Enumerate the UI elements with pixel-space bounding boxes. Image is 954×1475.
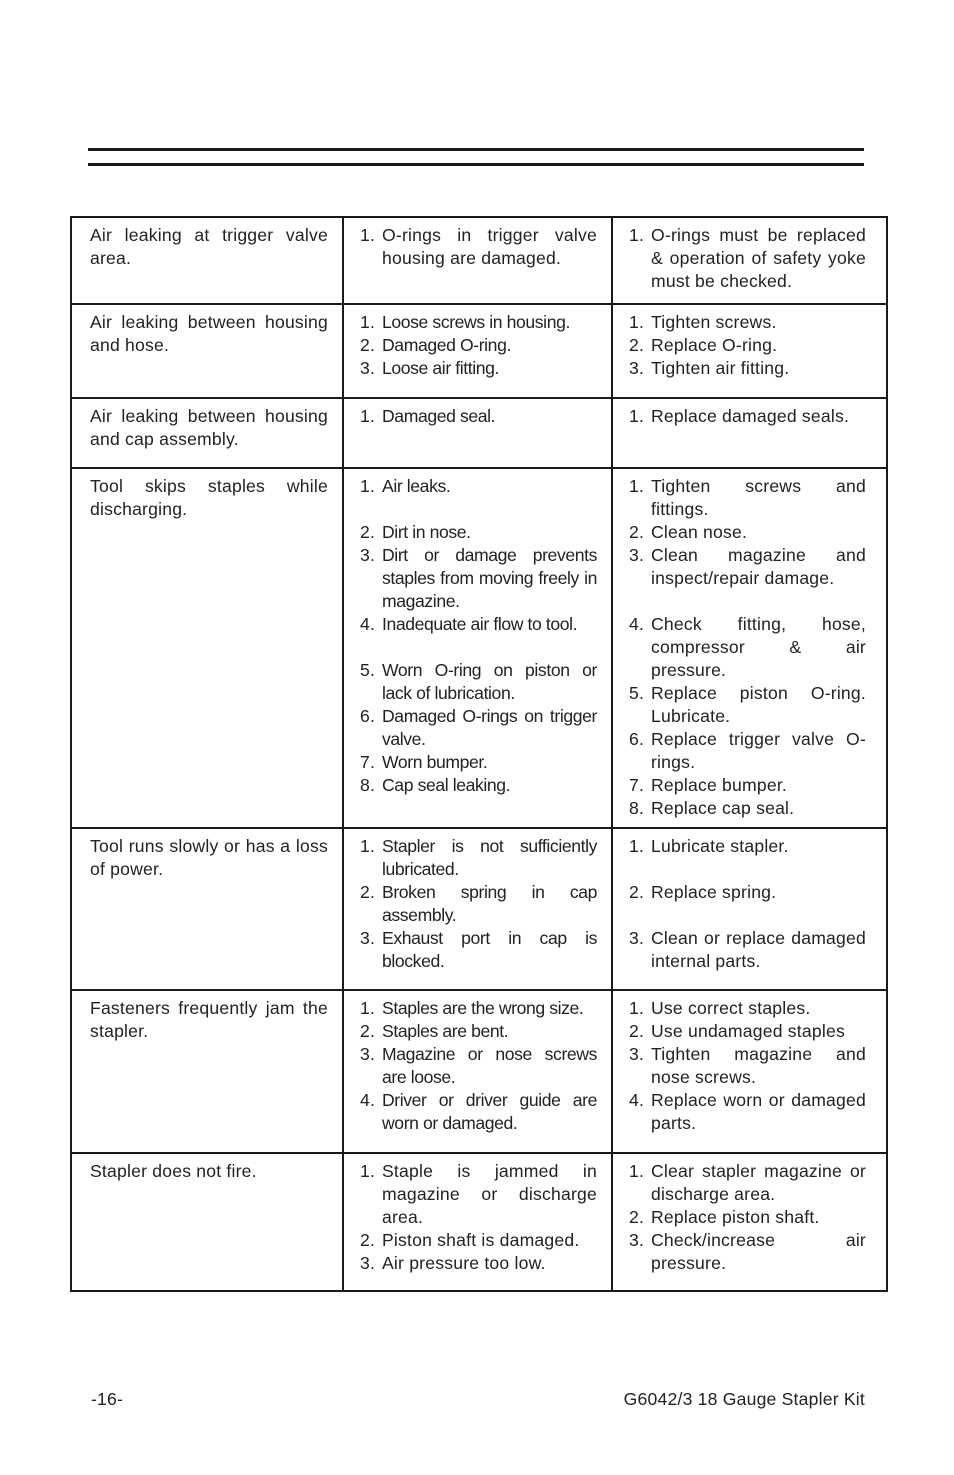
item-number: 3. (629, 545, 645, 565)
problem-cell: Air leaking at trigger valve area. (71, 217, 343, 304)
fix-item (629, 224, 866, 293)
fix-text: Replace damaged seals. (651, 406, 850, 426)
cause-text: Dirt or damage prevents staples from moving freely in magazine. (382, 545, 597, 611)
cause-item (360, 1252, 597, 1275)
cause-item (360, 774, 597, 797)
cause-text: Magazine or nose screws are loose. (382, 1044, 597, 1087)
cause-cell (343, 217, 612, 304)
fix-text: Replace O-ring. (651, 335, 778, 355)
item-number: 3. (360, 545, 376, 565)
cause-item (360, 705, 597, 751)
fix-cell (612, 304, 887, 398)
fix-item (629, 997, 866, 1020)
fix-cell (612, 468, 887, 828)
cause-text: O-rings in trigger valve housing are damaged. (382, 225, 597, 268)
fix-item (629, 1160, 866, 1206)
item-number: 6. (629, 729, 645, 749)
cause-item (360, 613, 597, 636)
fix-item (629, 405, 866, 428)
cause-item (360, 1160, 597, 1229)
fix-text: Check fitting, hose, compressor & air pressure. (651, 614, 866, 680)
fix-item (629, 521, 866, 544)
table-row (71, 398, 887, 468)
cause-text: Exhaust port in cap is blocked. (382, 928, 597, 971)
item-number: 8. (629, 798, 645, 818)
fix-text: Use undamaged staples (651, 1021, 845, 1041)
item-number: 2. (360, 1230, 376, 1250)
cause-item (360, 1229, 597, 1252)
problem-cell: Stapler does not fire. (71, 1153, 343, 1291)
header-rule-top (88, 148, 864, 151)
fix-item (629, 1020, 866, 1043)
spacer (360, 498, 597, 521)
cause-item (360, 835, 597, 881)
fix-cell (612, 990, 887, 1153)
item-number: 2. (629, 335, 645, 355)
fix-item (629, 835, 866, 858)
fix-item (629, 1089, 866, 1135)
cause-text: Piston shaft is damaged. (382, 1230, 580, 1250)
item-number: 1. (629, 998, 645, 1018)
table-row (71, 1153, 887, 1291)
item-number: 7. (629, 775, 645, 795)
cause-text: Dirt in nose. (382, 522, 471, 542)
problem-cell: Fasteners frequently jam the stapler. (71, 990, 343, 1153)
item-number: 1. (629, 476, 645, 496)
item-number: 4. (629, 614, 645, 634)
item-number: 4. (360, 1090, 376, 1110)
cause-text: Driver or driver guide are worn or damaged. (382, 1090, 597, 1133)
cause-text: Cap seal leaking. (382, 775, 511, 795)
cause-text: Inadequate air flow to tool. (382, 614, 578, 634)
fix-text: Replace spring. (651, 882, 777, 902)
table-row (71, 990, 887, 1153)
cause-item (360, 224, 597, 270)
item-number: 2. (360, 335, 376, 355)
table-row (71, 304, 887, 398)
cause-text: Staples are bent. (382, 1021, 509, 1041)
item-number: 8. (360, 775, 376, 795)
cause-item (360, 1043, 597, 1089)
fix-text: Clean magazine and inspect/repair damage. (651, 545, 866, 588)
item-number: 1. (360, 225, 376, 245)
cause-item (360, 311, 597, 334)
cause-text: Loose air fitting. (382, 358, 500, 378)
item-number: 3. (629, 928, 645, 948)
item-number: 7. (360, 752, 376, 772)
fix-item (629, 797, 866, 820)
problem-cell: Tool runs slowly or has a loss of power. (71, 828, 343, 990)
item-number: 1. (629, 406, 645, 426)
problem-cell: Tool skips staples while discharging. (71, 468, 343, 828)
fix-cell (612, 1153, 887, 1291)
item-number: 3. (360, 1253, 376, 1273)
cause-text: Damaged O-ring. (382, 335, 511, 355)
item-number: 3. (360, 358, 376, 378)
fix-text: Use correct staples. (651, 998, 811, 1018)
fix-item (629, 682, 866, 728)
document-title: G6042/3 18 Gauge Stapler Kit (623, 1389, 865, 1409)
fix-cell (612, 217, 887, 304)
fix-text: Tighten screws. (651, 312, 777, 332)
fix-text: Replace trigger valve O-rings. (651, 729, 866, 772)
item-number: 4. (629, 1090, 645, 1110)
item-number: 3. (629, 1044, 645, 1064)
cause-text: Damaged O-rings on trigger valve. (382, 706, 597, 749)
fix-item (629, 1229, 866, 1275)
fix-text: Clear stapler magazine or discharge area. (651, 1161, 866, 1204)
problem-cell: Air leaking between housing and hose. (71, 304, 343, 398)
item-number: 1. (360, 836, 376, 856)
item-number: 3. (360, 928, 376, 948)
fix-text: Replace cap seal. (651, 798, 795, 818)
cause-text: Staple is jammed in magazine or discharge area. (382, 1161, 597, 1227)
fix-text: Replace worn or damaged parts. (651, 1090, 866, 1133)
item-number: 2. (629, 882, 645, 902)
cause-text: Stapler is not sufficiently lubricated. (382, 836, 597, 879)
item-number: 2. (629, 522, 645, 542)
item-number: 3. (360, 1044, 376, 1064)
fix-text: Check/increase air pressure. (651, 1230, 866, 1273)
item-number: 1. (360, 1161, 376, 1181)
fix-item (629, 311, 866, 334)
fix-item (629, 1206, 866, 1229)
fix-item (629, 334, 866, 357)
fix-item (629, 1043, 866, 1089)
table-row (71, 468, 887, 828)
cause-cell (343, 990, 612, 1153)
fix-item (629, 881, 866, 904)
item-number: 1. (360, 998, 376, 1018)
item-number: 6. (360, 706, 376, 726)
page-number: -16- (91, 1389, 124, 1409)
cause-cell (343, 828, 612, 990)
spacer (360, 636, 597, 659)
cause-item (360, 475, 597, 498)
item-number: 1. (360, 406, 376, 426)
spacer (629, 590, 866, 613)
item-number: 2. (629, 1207, 645, 1227)
item-number: 1. (360, 312, 376, 332)
fix-text: Replace bumper. (651, 775, 788, 795)
cause-text: Staples are the wrong size. (382, 998, 584, 1018)
cause-item (360, 357, 597, 380)
fix-item (629, 927, 866, 973)
cause-text: Air leaks. (382, 476, 451, 496)
cause-item (360, 1020, 597, 1043)
cause-text: Broken spring in cap assembly. (382, 882, 597, 925)
table-row (71, 217, 887, 304)
fix-text: Clean nose. (651, 522, 748, 542)
fix-text: O-rings must be replaced & operation of safety yoke must be checked. (651, 225, 866, 291)
fix-item (629, 613, 866, 682)
cause-text: Worn bumper. (382, 752, 488, 772)
fix-text: Clean or replace damaged internal parts. (651, 928, 866, 971)
fix-text: Replace piston O-ring. Lubricate. (651, 683, 866, 726)
cause-cell (343, 468, 612, 828)
fix-item (629, 544, 866, 590)
item-number: 2. (360, 522, 376, 542)
cause-item (360, 659, 597, 705)
header-rule-bottom (88, 163, 864, 166)
item-number: 1. (629, 1161, 645, 1181)
item-number: 4. (360, 614, 376, 634)
item-number: 3. (629, 1230, 645, 1250)
spacer (629, 858, 866, 881)
cause-cell (343, 1153, 612, 1291)
item-number: 1. (629, 836, 645, 856)
cause-item (360, 751, 597, 774)
fix-text: Lubricate stapler. (651, 836, 789, 856)
cause-item (360, 927, 597, 973)
table-row (71, 828, 887, 990)
fix-cell (612, 398, 887, 468)
cause-item (360, 544, 597, 613)
troubleshooting-table (70, 216, 888, 1292)
item-number: 2. (360, 882, 376, 902)
cause-item (360, 1089, 597, 1135)
item-number: 1. (360, 476, 376, 496)
item-number: 1. (629, 312, 645, 332)
fix-cell (612, 828, 887, 990)
problem-cell: Air leaking between housing and cap assembly. (71, 398, 343, 468)
fix-item (629, 357, 866, 380)
spacer (629, 904, 866, 927)
fix-item (629, 774, 866, 797)
fix-item (629, 728, 866, 774)
item-number: 2. (629, 1021, 645, 1041)
fix-item (629, 475, 866, 521)
item-number: 5. (360, 660, 376, 680)
cause-text: Worn O-ring on piston or lack of lubrication. (382, 660, 597, 703)
item-number: 2. (360, 1021, 376, 1041)
cause-cell (343, 398, 612, 468)
cause-item (360, 881, 597, 927)
cause-item (360, 521, 597, 544)
cause-item (360, 997, 597, 1020)
fix-text: Replace piston shaft. (651, 1207, 820, 1227)
cause-item (360, 405, 597, 428)
cause-item (360, 334, 597, 357)
cause-cell (343, 304, 612, 398)
item-number: 3. (629, 358, 645, 378)
cause-text: Air pressure too low. (382, 1253, 546, 1273)
cause-text: Damaged seal. (382, 406, 496, 426)
fix-text: Tighten magazine and nose screws. (651, 1044, 866, 1087)
cause-text: Loose screws in housing. (382, 312, 570, 332)
fix-text: Tighten air fitting. (651, 358, 790, 378)
item-number: 5. (629, 683, 645, 703)
fix-text: Tighten screws and fittings. (651, 476, 866, 519)
item-number: 1. (629, 225, 645, 245)
